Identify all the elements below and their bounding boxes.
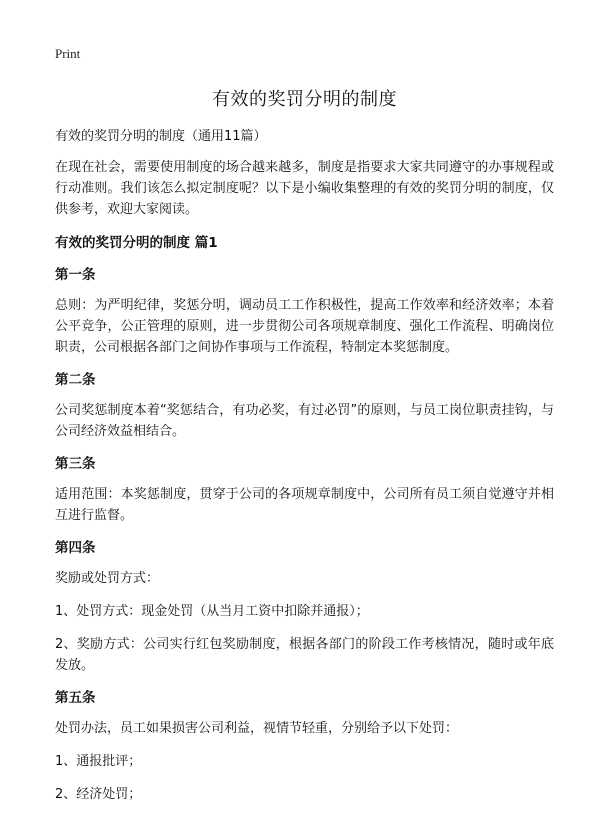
article-heading-1: 第一条 — [55, 267, 96, 283]
article-heading-2: 第二条 — [55, 372, 96, 388]
article-4-paragraph-3: 2、奖励方式：公司实行红包奖励制度，根据各部门的阶段工作考核情况，随时或年底发放。 — [55, 637, 554, 673]
document-subtitle: 有效的奖罚分明的制度（通用11篇） — [55, 129, 267, 144]
article-heading-5: 第五条 — [55, 690, 96, 706]
article-5-paragraph-1: 处罚办法，员工如果损害公司利益，视情节轻重，分别给予以下处罚： — [55, 721, 459, 736]
print-link[interactable]: Print — [55, 46, 81, 61]
article-5-paragraph-3: 2、经济处罚； — [55, 787, 142, 802]
article-heading-4: 第四条 — [55, 540, 96, 556]
intro-paragraph: 在现在社会，需要使用制度的场合越来越多，制度是指要求大家共同遵守的办事规程或行动准则。我们该怎么拟定制度呢？以下是小编收集整理的有效的奖罚分明的制度，仅供参考，欢迎大家阅读。 — [55, 160, 554, 217]
article-4-paragraph-1: 奖励或处罚方式： — [55, 571, 160, 586]
article-2-paragraph: 公司奖惩制度本着“奖惩结合，有功必奖，有过必罚”的原则，与员工岗位职责挂钩，与公司经济效益相结合。 — [55, 403, 554, 439]
article-5-paragraph-2: 1、通报批评； — [55, 754, 142, 769]
article-heading-3: 第三条 — [55, 456, 96, 472]
page-title: 有效的奖罚分明的制度 — [212, 89, 397, 110]
article-3-paragraph: 适用范围：本奖惩制度，贯穿于公司的各项规章制度中，公司所有员工须自觉遵守并相互进行监督。 — [55, 487, 554, 523]
article-1-paragraph: 总则：为严明纪律，奖惩分明，调动员工工作积极性，提高工作效率和经济效率；本着公平竞争，公正管理的原则，进一步贯彻公司各项规章制度、强化工作流程、明确岗位职责，公司根据各部门之间协作事项与工作流程，特制定本奖惩制度。 — [55, 298, 554, 355]
article-4-paragraph-2: 1、处罚方式：现金处罚（从当月工资中扣除并通报）； — [55, 604, 369, 619]
section-heading: 有效的奖罚分明的制度 篇1 — [55, 235, 218, 251]
